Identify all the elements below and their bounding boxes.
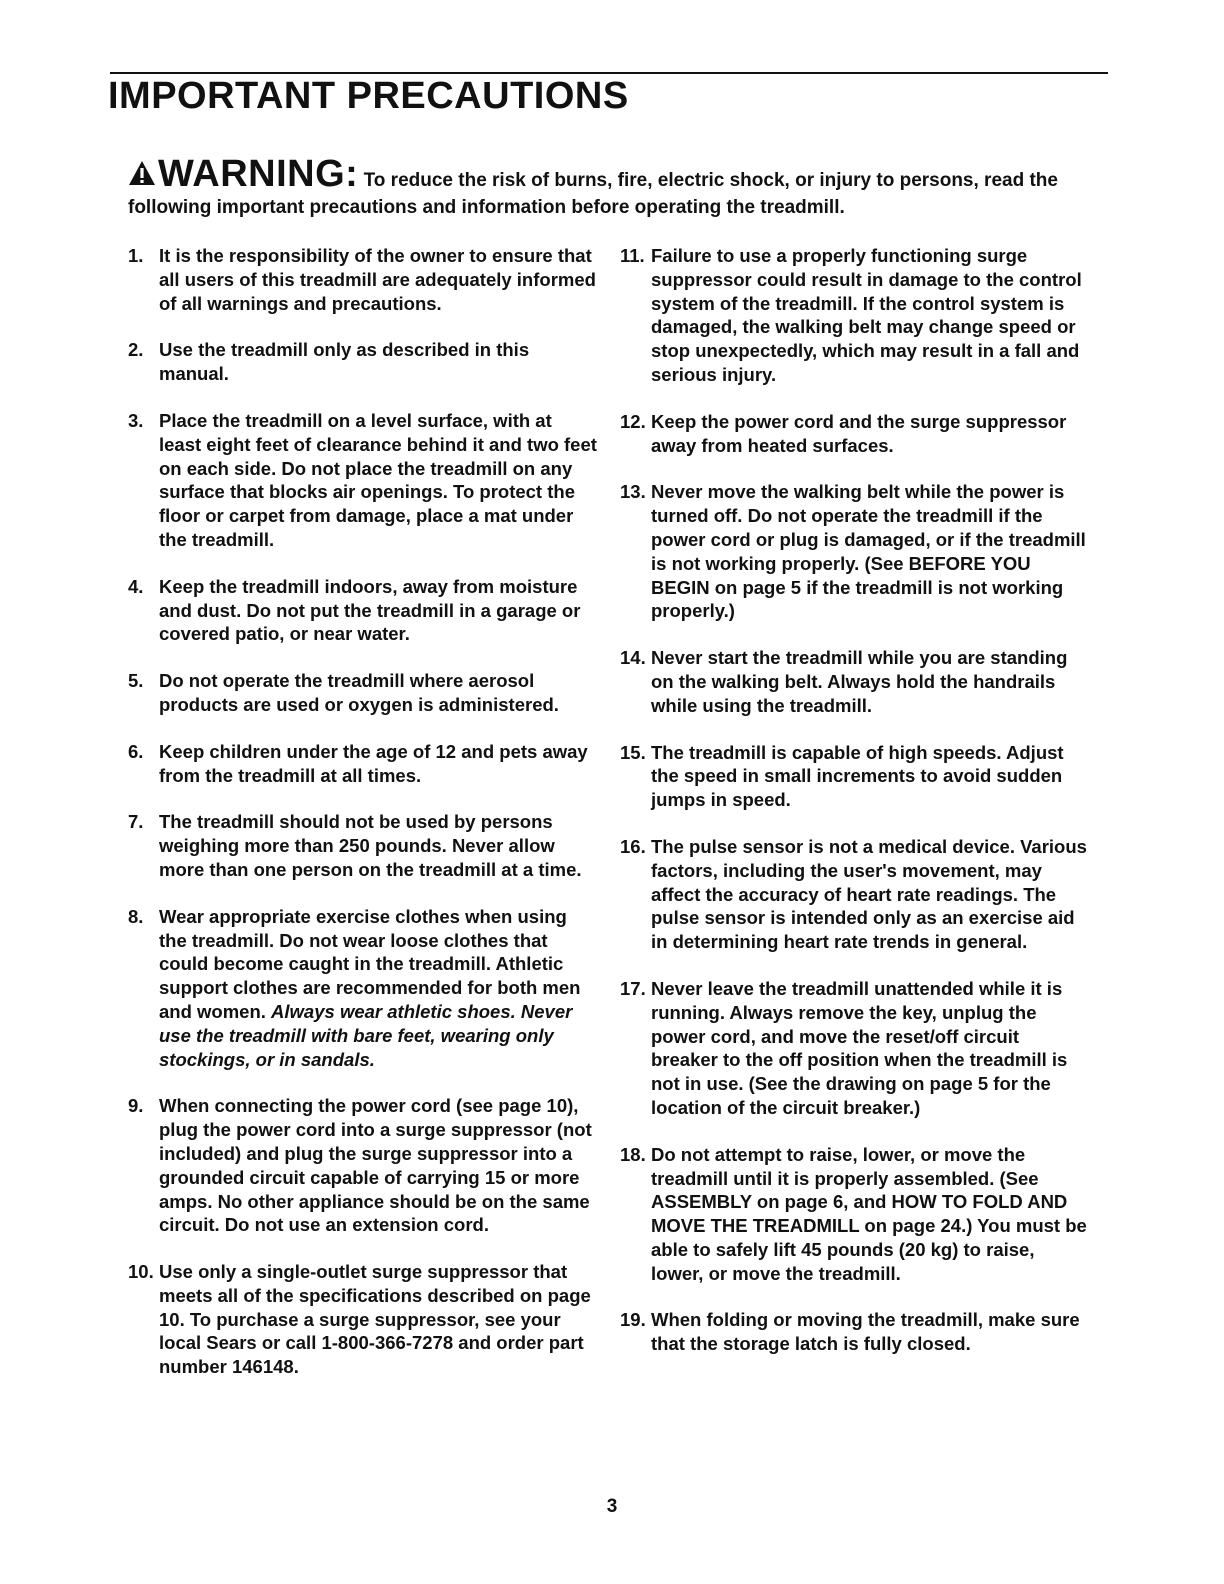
item-text-plain: Wear appropriate exercise clothes when using the treadmill. Do not wear loose clothes that could become caught in the treadmill. Athletic support clothes are recommended for both men and women.	[159, 905, 581, 1022]
list-item	[128, 740, 598, 788]
item-number: 9.	[128, 1095, 144, 1117]
list-item	[620, 741, 1090, 812]
item-number: 7.	[128, 811, 144, 833]
list-item	[128, 575, 598, 646]
item-text	[159, 905, 598, 1072]
list-item	[620, 646, 1090, 717]
item-text: Do not attempt to raise, lower, or move the treadmill until it is properly assembled. (See ASSEMBLY on page 6, and HOW TO FOLD AND MOVE THE TREADMILL on page 24.) You must be able to safely lift 45 pounds (20 kg) to raise, lower, or move the treadmill.	[651, 1143, 1087, 1284]
item-text: When connecting the power cord (see page 10), plug the power cord into a surge suppressor (not included) and plug the surge suppressor into a grounded circuit capable of carrying 15 or more amps. No other appliance should be on the same circuit. Do not use an extension cord.	[159, 1095, 592, 1236]
item-text: Keep the power cord and the surge suppressor away from heated surfaces.	[651, 410, 1067, 456]
list-item	[128, 1260, 598, 1379]
item-text: Do not operate the treadmill where aerosol products are used or oxygen is administered.	[159, 670, 559, 715]
item-number: 6.	[128, 740, 144, 762]
precautions-left-column	[128, 244, 598, 1402]
list-item	[128, 669, 598, 717]
item-text: Failure to use a properly functioning surge suppressor could result in damage to the control system of the treadmill. If the control system is damaged, the walking belt may change speed or stop unexpectedly, which may result in a fall and serious injury.	[651, 245, 1082, 385]
warning-text: To reduce the risk of burns, fire, electric shock, or injury to persons, read the following important precautions and information before operating the treadmill.	[128, 170, 1058, 218]
precautions-right-column	[620, 244, 1090, 1379]
item-text: Keep children under the age of 12 and pets away from the treadmill at all times.	[159, 740, 588, 786]
item-text: Never move the walking belt while the power is turned off. Do not operate the treadmill if the power cord or plug is damaged, or if the treadmill is not working properly. (See BEFORE YOU BEGIN on page 5 if the treadmill is not working properly.)	[651, 481, 1086, 622]
list-item	[128, 409, 598, 552]
list-item	[620, 480, 1090, 623]
page-title: IMPORTANT PRECAUTIONS	[108, 75, 629, 117]
item-number: 1.	[128, 245, 144, 266]
warning-paragraph	[128, 153, 1108, 221]
item-text: Never start the treadmill while you are standing on the walking belt. Always hold the handrails while using the treadmill.	[651, 647, 1068, 716]
item-number: 10.	[128, 1261, 154, 1283]
item-number: 16.	[620, 835, 646, 857]
item-text: Never leave the treadmill unattended while it is running. Always remove the key, unplug the power cord, and move the reset/off circuit breaker to the off position when the treadmill is not in use. (See the drawing on page 5 for the location of the circuit breaker.)	[651, 977, 1068, 1118]
item-number: 19.	[620, 1309, 646, 1331]
item-text: Use only a single-outlet surge suppressor that meets all of the specifications described on page 10. To purchase a surge suppressor, see your local Sears or call 1-800-366-7278 and order part number 146148.	[159, 1261, 591, 1378]
page-number: 3	[606, 1496, 618, 1517]
item-text: When folding or moving the treadmill, make sure that the storage latch is fully closed.	[651, 1309, 1080, 1355]
item-number: 3.	[128, 409, 144, 431]
item-number: 12.	[620, 410, 646, 432]
item-text: The treadmill should not be used by persons weighing more than 250 pounds. Never allow more than one person on the treadmill at a time.	[159, 811, 582, 880]
item-text: Keep the treadmill indoors, away from moisture and dust. Do not put the treadmill in a garage or covered patio, or near water.	[159, 575, 581, 645]
item-number: 8.	[128, 905, 144, 927]
list-item	[620, 1143, 1090, 1286]
item-number: 18.	[620, 1143, 646, 1165]
item-text: The pulse sensor is not a medical device. Various factors, including the user's movement, may affect the accuracy of heart rate readings. The pulse sensor is intended only as an exercise aid in determining heart rate trends in general.	[651, 835, 1087, 953]
item-text: It is the responsibility of the owner to ensure that all users of this treadmill are adequately informed of all warnings and precautions.	[159, 245, 596, 314]
item-number: 13.	[620, 481, 646, 503]
item-text: The treadmill is capable of high speeds. Adjust the speed in small increments to avoid sudden jumps in speed.	[651, 741, 1064, 811]
list-item	[620, 977, 1090, 1120]
item-number: 14.	[620, 647, 646, 669]
list-item	[620, 244, 1090, 387]
list-item	[128, 244, 598, 315]
item-number: 2.	[128, 339, 144, 361]
item-number: 4.	[128, 575, 144, 597]
item-text: Use the treadmill only as described in this manual.	[159, 339, 530, 385]
item-number: 5.	[128, 670, 144, 692]
item-number: 17.	[620, 977, 646, 999]
list-item	[128, 1094, 598, 1237]
list-item	[620, 410, 1090, 458]
item-text-italic: Always wear athletic shoes. Never use the treadmill with bare feet, wearing only stockings, or in sandals.	[159, 1000, 573, 1070]
list-item	[128, 905, 598, 1072]
list-item	[128, 338, 598, 386]
list-item	[128, 810, 598, 881]
item-number: 15.	[620, 741, 646, 763]
item-number: 11.	[620, 245, 645, 266]
warning-label: WARNING:	[158, 153, 359, 195]
list-item	[620, 1308, 1090, 1356]
warning-triangle-icon	[128, 160, 156, 194]
list-item	[620, 835, 1090, 954]
item-text: Place the treadmill on a level surface, with at least eight feet of clearance behind it and two feet on each side. Do not place the treadmill on any surface that blocks air openings. To protect the floor or carpet from damage, place a mat under the treadmill.	[159, 409, 597, 550]
